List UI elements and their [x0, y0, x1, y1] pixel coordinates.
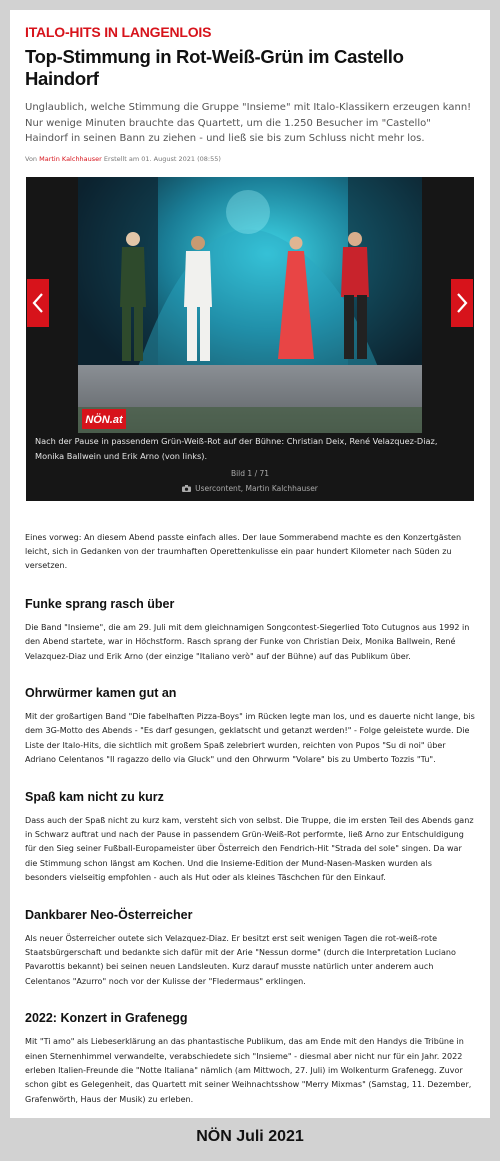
body-intro: Eines vorweg: An diesem Abend passte einfach alles. Der laue Sommerabend machte es den Konzertgästen leicht, sich in Gedanken von der traumhaften Operettenkulisse ein paar hundert Kilometer nach Süden zu versetzen. — [25, 532, 462, 571]
gallery-credit-text: Usercontent, Martin Kalchhauser — [195, 483, 318, 493]
stage-photo-illustration — [78, 177, 422, 433]
section-text: Mit der großartigen Band "Die fabelhaften Pizza-Boys" im Rücken legte man los, und es dauerte nicht lange, bis dem 3G-Motto des Abends - "Es darf gesungen, geklatscht und getanzt werden!" - Folge geleistete wurde. Die Liste der Italo-Hits, die sichtlich mit großem Spaß zelebriert wurden, reichten von Pupos "Su di noi" über Adriano Celentanos "Il ragazzo dello via Gluck" und den Ohrwurm "Volare" bis zu Umberto Tozzis "Tu". — [25, 711, 475, 765]
photo-gallery — [26, 177, 474, 501]
chevron-left-icon — [32, 292, 44, 314]
article-title: Top-Stimmung in Rot-Weiß-Grün im Castello Haindorf — [25, 46, 404, 89]
article-kicker: ITALO-HITS IN LANGENLOIS — [25, 24, 212, 40]
section-text: Dass auch der Spaß nicht zu kurz kam, versteht sich von selbst. Die Truppe, die im ersten Teil des Abends ganz in Schwarz auftrat und nach der Pause in passendem Grün-Weiß-Rot performte, ließ Arno zur Entschuldigung für den Sieg seiner Fußball-Europameister über Österreich den Fendrich-Hit "Strada del sole" singen. Da war die Stimmung schon längst am Kochen. Und die Insieme-Edition der Mund-Nasen-Masken wurden als besonders vielseitig empfohlen - auch als Hut oder als kleines Täschchen für den Einkauf. — [25, 815, 474, 883]
gallery-counter: Bild 1 / 71 — [230, 468, 270, 478]
article-lead: Unglaublich, welche Stimmung die Gruppe "Insieme" mit Italo-Klassikern erzeugen kann! Nur wenige Minuten brauchte das Quartett, um die 1.250 Besucher im "Castello" Haindorf in seinen Bann zu ziehen - und ließ sie bis zum Schluss nicht mehr los. — [25, 102, 472, 144]
gallery-caption: Nach der Pause in passendem Grün-Weiß-Rot auf der Bühne: Christian Deix, René Velazquez-Diaz, Monika Ballwein und Erik Arno (von links). — [35, 435, 438, 461]
byline-created: Erstellt am 01. August 2021 (08:55) — [103, 154, 221, 163]
section-heading: Dankbarer Neo-Österreicher — [25, 907, 193, 922]
byline-prefix: Von — [25, 154, 38, 163]
noen-logo: NÖN.at — [85, 413, 123, 426]
section-heading: Spaß kam nicht zu kurz — [25, 789, 164, 804]
section-text: Als neuer Österreicher outete sich Velazquez-Diaz. Er besitzt erst seit wenigen Tagen die rot-weiß-rote Staatsbürgerschaft und bedankte sich dafür mit der Arie "Nessun dorme" (durch die Interpretation Luciano Pavarottis bekannt) bei seinen neuen Landsleuten. Kurz darauf musste natürlich unter anderem auch Celentanos "Azurro" noch vor der Kulisse der "Fledermaus" erklingen. — [25, 933, 456, 986]
source-footer: NÖN Juli 2021 — [196, 1128, 304, 1145]
section-heading: Funke sprang rasch über — [25, 596, 175, 611]
gallery-next-button[interactable] — [451, 279, 473, 327]
byline-author-link[interactable]: Martin Kalchhauser — [39, 154, 102, 163]
section-heading: Ohrwürmer kamen gut an — [25, 685, 177, 700]
article-body — [10, 531, 490, 1108]
gallery-photo[interactable] — [78, 177, 422, 433]
section-text: Mit "Ti amo" als Liebeserklärung an das phantastische Publikum, das am Ende mit den Handys die Tribüne in einen Sternenhimmel verwandelte, verabschiedete sich "Insieme" - diesmal aber nicht nur für ein Jahr. 2022 erleben Italien-Freunde die "Notte Italiana" nämlich (am Mittwoch, 27. Juli) im Wolkenturm Grafenegg. Zuvor schon gibt es Gelegenheit, das Quartett mit seiner Weihnachtsshow "Merry Mixmas" (Samstag, 11. Dezember, Grafenwörth, Haus der Musik) zu erleben. — [25, 1037, 472, 1104]
section-heading: 2022: Konzert in Grafenegg — [25, 1011, 188, 1026]
gallery-credit — [26, 484, 474, 493]
gallery-prev-button[interactable] — [27, 279, 49, 327]
article-card — [10, 10, 490, 1118]
byline — [25, 155, 475, 163]
article-header — [10, 10, 490, 501]
section-text: Die Band "Insieme", die am 29. Juli mit dem gleichnamigen Songcontest-Siegerlied Toto Cutugnos aus 1992 in den Abend startete, war in Höchstform. Rasch sprang der Funke von Christian Deix, Monika Ballwein, René Velazquez-Diaz und Erik Arno (der einzige "Italiano verò" auf der Bühne) auf das Publikum über. — [25, 622, 470, 661]
camera-icon — [182, 485, 191, 492]
chevron-right-icon — [456, 292, 468, 314]
